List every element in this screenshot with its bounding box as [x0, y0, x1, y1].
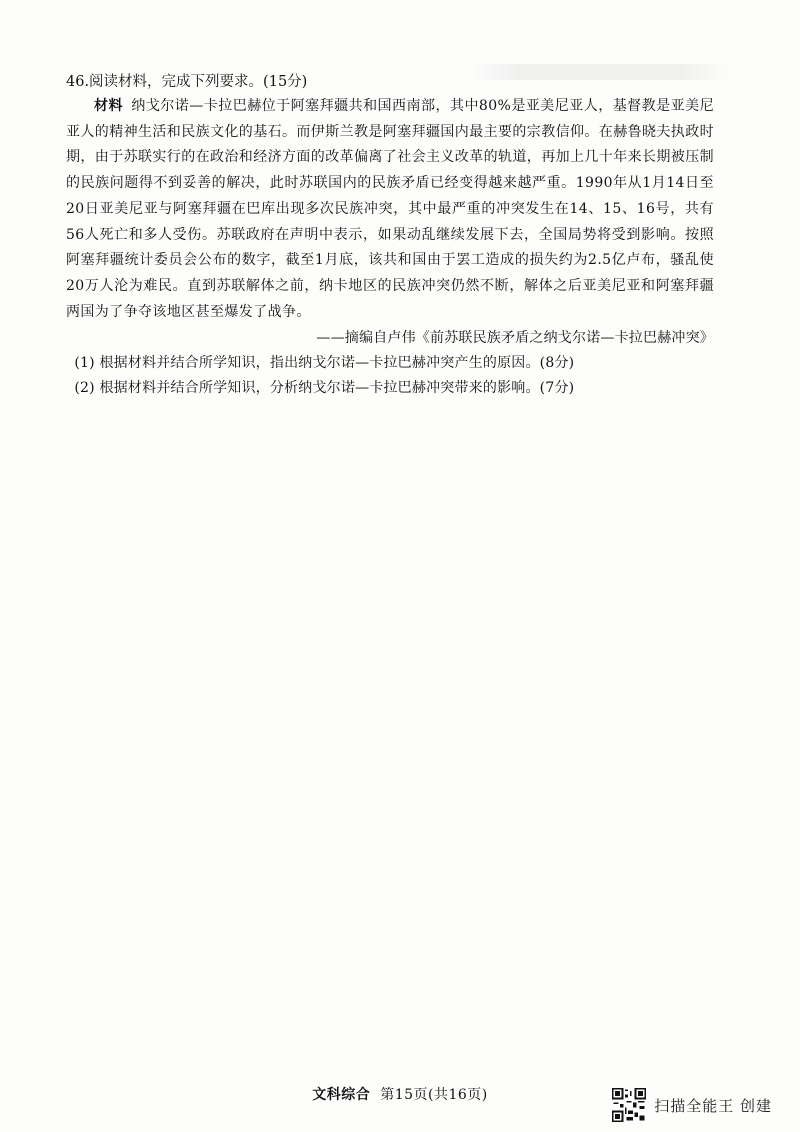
sub-question-1: (1) 根据材料并结合所学知识，指出纳戈尔诺—卡拉巴赫冲突产生的原因。(8分): [74, 355, 575, 372]
sub-question-2: (2) 根据材料并结合所学知识，分析纳戈尔诺—卡拉巴赫冲突带来的影响。(7分): [74, 380, 575, 397]
material-source: ——摘编自卢伟《前苏联民族矛盾之纳戈尔诺—卡拉巴赫冲突》: [316, 330, 714, 347]
watermark-text: 扫描全能王 创建: [654, 1096, 772, 1115]
material-text: 纳戈尔诺—卡拉巴赫位于阿塞拜疆共和国西南部，其中80%是亚美尼亚人，基督教是亚美尼亚人的精神生活和民族文化的基石。而伊斯兰教是阿塞拜疆国内最主要的宗教信仰。在赫鲁晓夫执政时期，由于苏联实行的在政治和经济方面的改革偏离了社会主义改革的轨道，再加上几十年来长期被压制的民族问题得不到妥善的解决，此时苏联国内的民族矛盾已经变得越来越严重。1990年从1月14日至20日亚美尼亚与阿塞拜疆在巴库出现多次民族冲突，其中最严重的冲突发生在14、15、16号，共有56人死亡和多人受伤。苏联政府在声明中表示，如果动乱继续发展下去，全国局势将受到影响。按照阿塞拜疆统计委员会公布的数字，截至1月底，该共和国由于罢工造成的损失约为2.5亿卢布，骚乱使20万人沦为难民。直到苏联解体之前，纳卡地区的民族冲突仍然不断，解体之后亚美尼亚和阿塞拜疆两国为了争夺该地区甚至爆发了战争。: [66, 98, 714, 320]
question-46: [66, 70, 714, 401]
qr-code-icon: [612, 1088, 646, 1122]
material-label: 材料: [94, 98, 123, 114]
scanner-watermark: [612, 1088, 772, 1122]
footer-page-number: 第15页(共16页): [380, 1087, 488, 1103]
question-title: 46.阅读材料，完成下列要求。(15分): [66, 74, 308, 90]
footer-subject: 文科综合: [312, 1087, 371, 1103]
material-paragraph: [66, 94, 714, 325]
